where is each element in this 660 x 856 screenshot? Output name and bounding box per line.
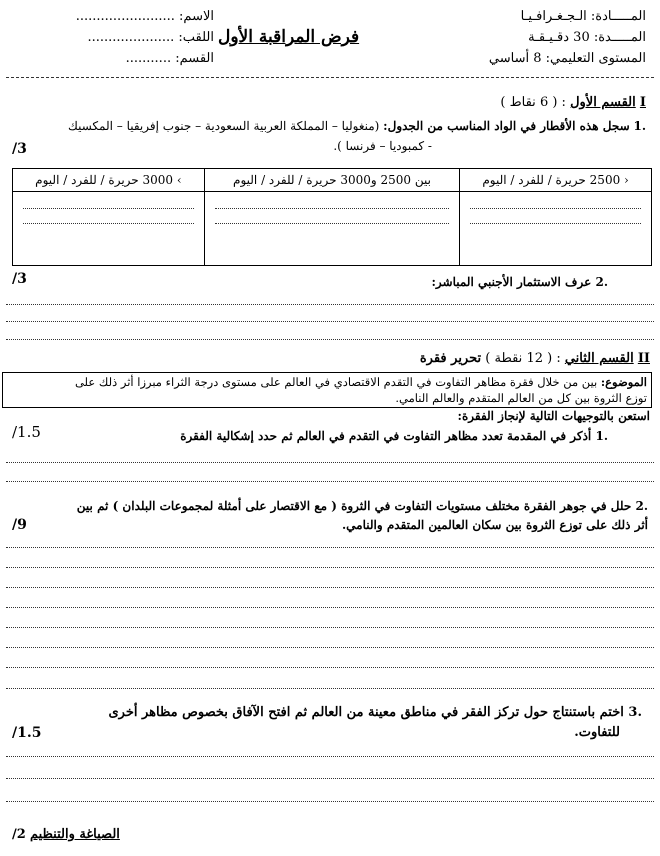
step3-answer-line[interactable]: [6, 756, 654, 757]
table-header-low: ‹ 2500 حريرة / للفرد / اليوم: [460, 169, 652, 192]
exam-title: فرض المراقبة الأول: [218, 27, 360, 47]
q2-answer-line[interactable]: [6, 339, 654, 340]
step3-line1: .3 اختم باستنتاج حول تركز الفقر في مناطق معينة من العالم ثم افتح الآفاق بخصوص مظاهر أخرى: [108, 705, 642, 720]
q1-line1: .1 سجل هذه الأقطار في الواد المناسب من الجدول: (منغوليا – المملكة العربية السعودية – جنوب إفريقيا – المكسيك: [67, 119, 646, 133]
part2-heading: II القسم الثاني : ( 12 نقطة ) تحرير فقرة: [419, 351, 650, 366]
q2-answer-line[interactable]: [6, 304, 654, 305]
name-field[interactable]: الاسم: ........................: [75, 9, 214, 24]
step2-answer-line[interactable]: [6, 667, 654, 668]
level-label: المستوى التعليمي: 8 أساسي: [488, 51, 646, 66]
step3-score: /1.5: [12, 725, 42, 741]
step1-text: .1 أذكر في المقدمة تعدد مظاهر التفاوت في التقدم في العالم ثم حدد إشكالية الفقرة: [180, 429, 608, 443]
step2-answer-line[interactable]: [6, 607, 654, 608]
step2-answer-line[interactable]: [6, 647, 654, 648]
step2-answer-line[interactable]: [6, 587, 654, 588]
step2-line1: .2 حلل في جوهر الفقرة مختلف مستويات التفاوت في الثروة ( مع الاقتصار على أمثلة لمجموعات البلدان ) ثم بين: [76, 499, 648, 513]
table-cell-mid[interactable]: [204, 192, 459, 266]
table-header-mid: بين 2500 و3000 حريرة / للفرد / اليوم: [204, 169, 459, 192]
duration-label: المـــــدة: 30 دقـيـقـة: [528, 30, 646, 45]
topic-line-1: الموضوع: بين من خلال فقرة مظاهر التفاوت في التقدم الاقتصادي في العالم على مستوى درجة الثراء مبرزا أثر ذلك على: [74, 375, 647, 389]
subject-label: المـــــادة: الـجـغـرافـيـا: [520, 9, 646, 24]
step1-score: /1.5: [12, 423, 41, 441]
countries-table: [12, 168, 652, 266]
step2-answer-line[interactable]: [6, 627, 654, 628]
table-cell-low[interactable]: [460, 192, 652, 266]
table-cell-high[interactable]: [13, 192, 205, 266]
step3-answer-line[interactable]: [6, 778, 654, 779]
q2-question: .2 عرف الاستثمار الأجنبي المباشر:: [431, 275, 608, 289]
q2-answer-line[interactable]: [6, 321, 654, 322]
q1-line2: - كمبوديا – فرنسا ).: [333, 139, 432, 153]
class-field[interactable]: القسم: ...........: [125, 51, 214, 66]
step2-answer-line[interactable]: [6, 547, 654, 548]
step2-line2: أثر ذلك على توزع الثروة بين سكان العالمين المتقدم والنامي.: [342, 518, 648, 532]
step3-line2: للتفاوت.: [574, 725, 620, 740]
q1-score: /3: [12, 141, 27, 157]
step3-answer-line[interactable]: [6, 801, 654, 802]
surname-field[interactable]: اللقب: .....................: [87, 30, 214, 45]
topic-box: [2, 372, 652, 408]
table-header-high: › 3000 حريرة / للفرد / اليوم: [13, 169, 205, 192]
part1-heading: I القسم الأول : ( 6 نقاط ): [500, 95, 646, 110]
topic-line-2: توزع الثروة بين كل من العالم المتقدم والعالم النامي.: [395, 391, 647, 405]
step1-answer-line[interactable]: [6, 481, 654, 482]
step2-answer-line[interactable]: [6, 688, 654, 689]
step1-answer-line[interactable]: [6, 462, 654, 463]
header-separator: [6, 77, 654, 78]
guidance-text: استعن بالتوجيهات التالية لإنجاز الفقرة:: [457, 409, 650, 423]
style-section: الصياغة والتنظيم /2: [12, 827, 120, 842]
step2-answer-line[interactable]: [6, 567, 654, 568]
step2-score: /9: [12, 517, 27, 533]
q2-score: /3: [12, 271, 27, 287]
